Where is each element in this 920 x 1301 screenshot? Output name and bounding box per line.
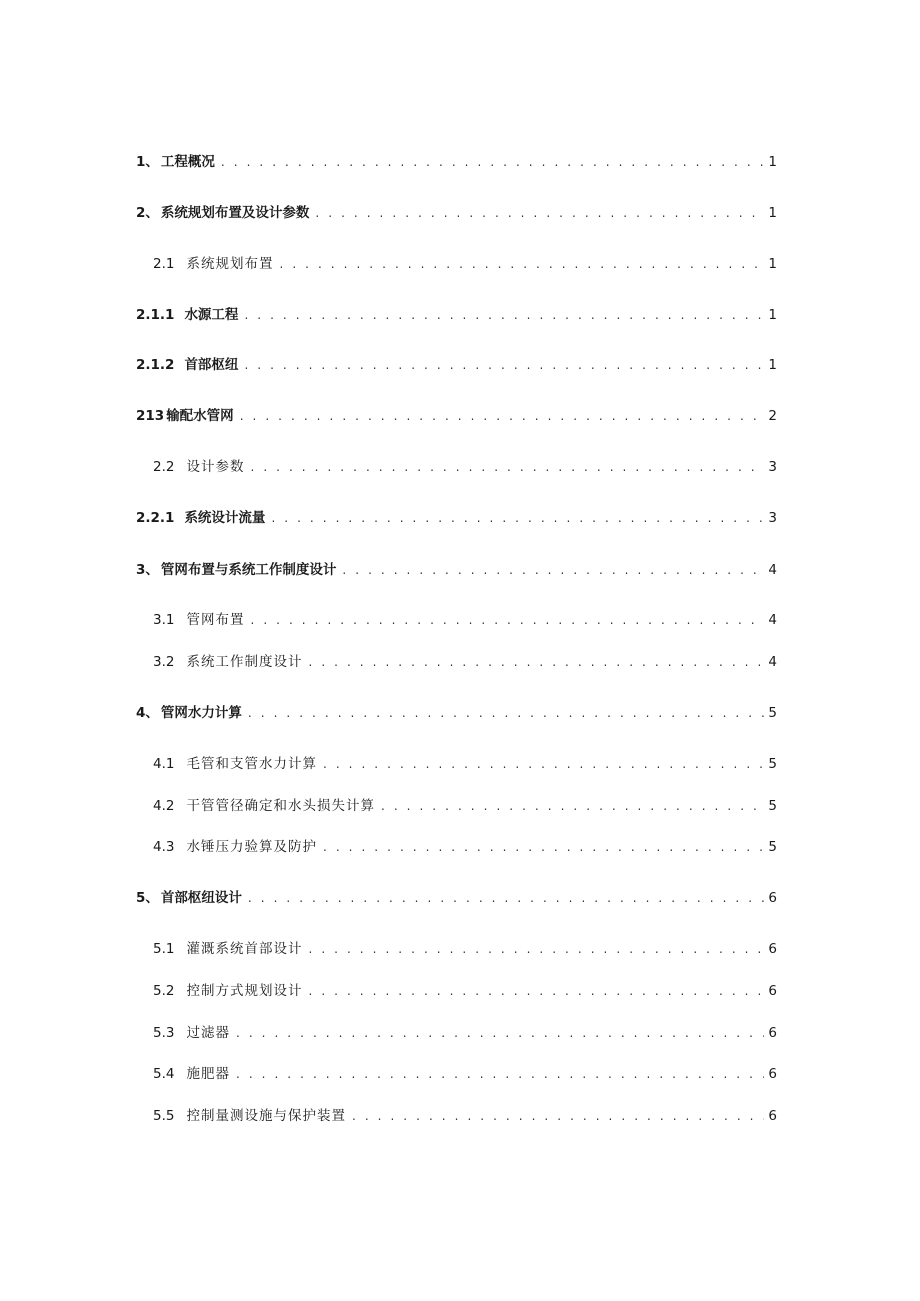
toc-number: 4.3 [153, 839, 175, 855]
toc-entry[interactable] [136, 701, 777, 725]
toc-title: 系统规划布置 [186, 256, 274, 272]
toc-title: 工程概况 [160, 154, 215, 170]
toc-page-number: 6 [768, 941, 777, 957]
toc-leader [271, 506, 764, 530]
toc-leader [308, 650, 764, 674]
toc-entry[interactable] [136, 1104, 777, 1128]
toc-entry[interactable] [136, 201, 777, 225]
toc-page-number: 5 [768, 798, 777, 814]
toc-title: 控制量测设施与保护装置 [186, 1108, 346, 1124]
toc-entry[interactable] [136, 752, 777, 776]
toc-entry[interactable] [136, 455, 777, 479]
toc-number: 2.1.2 [136, 357, 175, 373]
toc-page-number: 5 [768, 839, 777, 855]
toc-number: 5.2 [153, 983, 175, 999]
toc-page-number: 1 [768, 256, 777, 272]
toc-entry[interactable] [136, 150, 777, 174]
toc-number: 4、 [136, 705, 159, 721]
toc-entry[interactable] [136, 303, 777, 327]
toc-title: 水锤压力验算及防护 [186, 839, 317, 855]
toc-leader [236, 1062, 764, 1086]
toc-number: 5、 [136, 890, 159, 906]
toc-number: 3.2 [153, 654, 175, 670]
toc-number: 5.5 [153, 1108, 175, 1124]
toc-page-number: 1 [768, 205, 777, 221]
toc-leader [279, 252, 764, 276]
toc-page-number: 3 [768, 459, 777, 475]
toc-entry[interactable] [136, 1062, 777, 1086]
toc-leader [244, 303, 764, 327]
toc-page-number: 4 [768, 612, 777, 628]
toc-entry[interactable] [136, 506, 777, 530]
toc-number: 5.4 [153, 1066, 175, 1082]
toc-leader [381, 794, 764, 818]
toc-number: 2.2 [153, 459, 175, 475]
toc-page-number: 6 [768, 1066, 777, 1082]
toc-leader [323, 752, 764, 776]
toc-entry[interactable] [136, 404, 777, 428]
toc-entry[interactable] [136, 650, 777, 674]
toc-leader [342, 558, 764, 582]
toc-title: 设计参数 [186, 459, 245, 475]
toc-number: 213 [136, 408, 165, 424]
toc-page-number: 6 [768, 1108, 777, 1124]
toc-page-number: 5 [768, 756, 777, 772]
toc-entry[interactable] [136, 1021, 777, 1045]
toc-title: 毛管和支管水力计算 [186, 756, 317, 772]
toc-title: 输配水管网 [166, 408, 234, 424]
toc-leader [221, 150, 765, 174]
toc-title: 首部枢纽设计 [160, 890, 242, 906]
toc-entry[interactable] [136, 353, 777, 377]
toc-page-number: 6 [768, 983, 777, 999]
toc-title: 控制方式规划设计 [186, 983, 303, 999]
toc-entry[interactable] [136, 835, 777, 859]
toc-leader [250, 455, 764, 479]
toc-title: 干管管径确定和水头损失计算 [186, 798, 375, 814]
toc-entry[interactable] [136, 794, 777, 818]
toc-title: 水源工程 [184, 307, 239, 323]
toc-leader [248, 886, 765, 910]
toc-title: 管网布置 [186, 612, 245, 628]
toc-page-number: 4 [768, 654, 777, 670]
toc-leader [250, 608, 764, 632]
toc-leader [352, 1104, 764, 1128]
toc-number: 2.1.1 [136, 307, 175, 323]
toc-leader [315, 201, 764, 225]
toc-title: 首部枢纽 [184, 357, 239, 373]
toc-page-number: 4 [768, 562, 777, 578]
toc-leader [240, 404, 765, 428]
toc-leader [248, 701, 765, 725]
toc-page-number: 5 [768, 705, 777, 721]
toc-number: 4.1 [153, 756, 175, 772]
toc-number: 2.1 [153, 256, 175, 272]
toc-title: 施肥器 [186, 1066, 230, 1082]
toc-title: 系统工作制度设计 [186, 654, 303, 670]
toc-entry[interactable] [136, 937, 777, 961]
toc-entry[interactable] [136, 886, 777, 910]
toc-number: 1、 [136, 154, 159, 170]
toc-number: 5.1 [153, 941, 175, 957]
toc-entry[interactable] [136, 252, 777, 276]
toc-page-number: 1 [768, 357, 777, 373]
toc-page-number: 6 [768, 890, 777, 906]
toc-leader [244, 353, 764, 377]
toc-title: 过滤器 [186, 1025, 230, 1041]
toc-number: 5.3 [153, 1025, 175, 1041]
toc-title: 管网布置与系统工作制度设计 [160, 562, 337, 578]
toc-number: 3.1 [153, 612, 175, 628]
toc-page-number: 6 [768, 1025, 777, 1041]
toc-number: 2、 [136, 205, 159, 221]
toc-title: 系统设计流量 [184, 510, 266, 526]
toc-entry[interactable] [136, 979, 777, 1003]
toc-leader [323, 835, 764, 859]
toc-leader [236, 1021, 764, 1045]
toc-title: 系统规划布置及设计参数 [160, 205, 310, 221]
toc-leader [308, 937, 764, 961]
toc-number: 2.2.1 [136, 510, 175, 526]
toc-title: 管网水力计算 [160, 705, 242, 721]
toc-number: 4.2 [153, 798, 175, 814]
toc-leader [308, 979, 764, 1003]
toc-page-number: 3 [768, 510, 777, 526]
toc-entry[interactable] [136, 608, 777, 632]
toc-title: 灌溉系统首部设计 [186, 941, 303, 957]
toc-page-number: 1 [768, 154, 777, 170]
toc-number: 3、 [136, 562, 159, 578]
toc-entry[interactable] [136, 558, 777, 582]
toc-page-number: 2 [768, 408, 777, 424]
toc-page-number: 1 [768, 307, 777, 323]
